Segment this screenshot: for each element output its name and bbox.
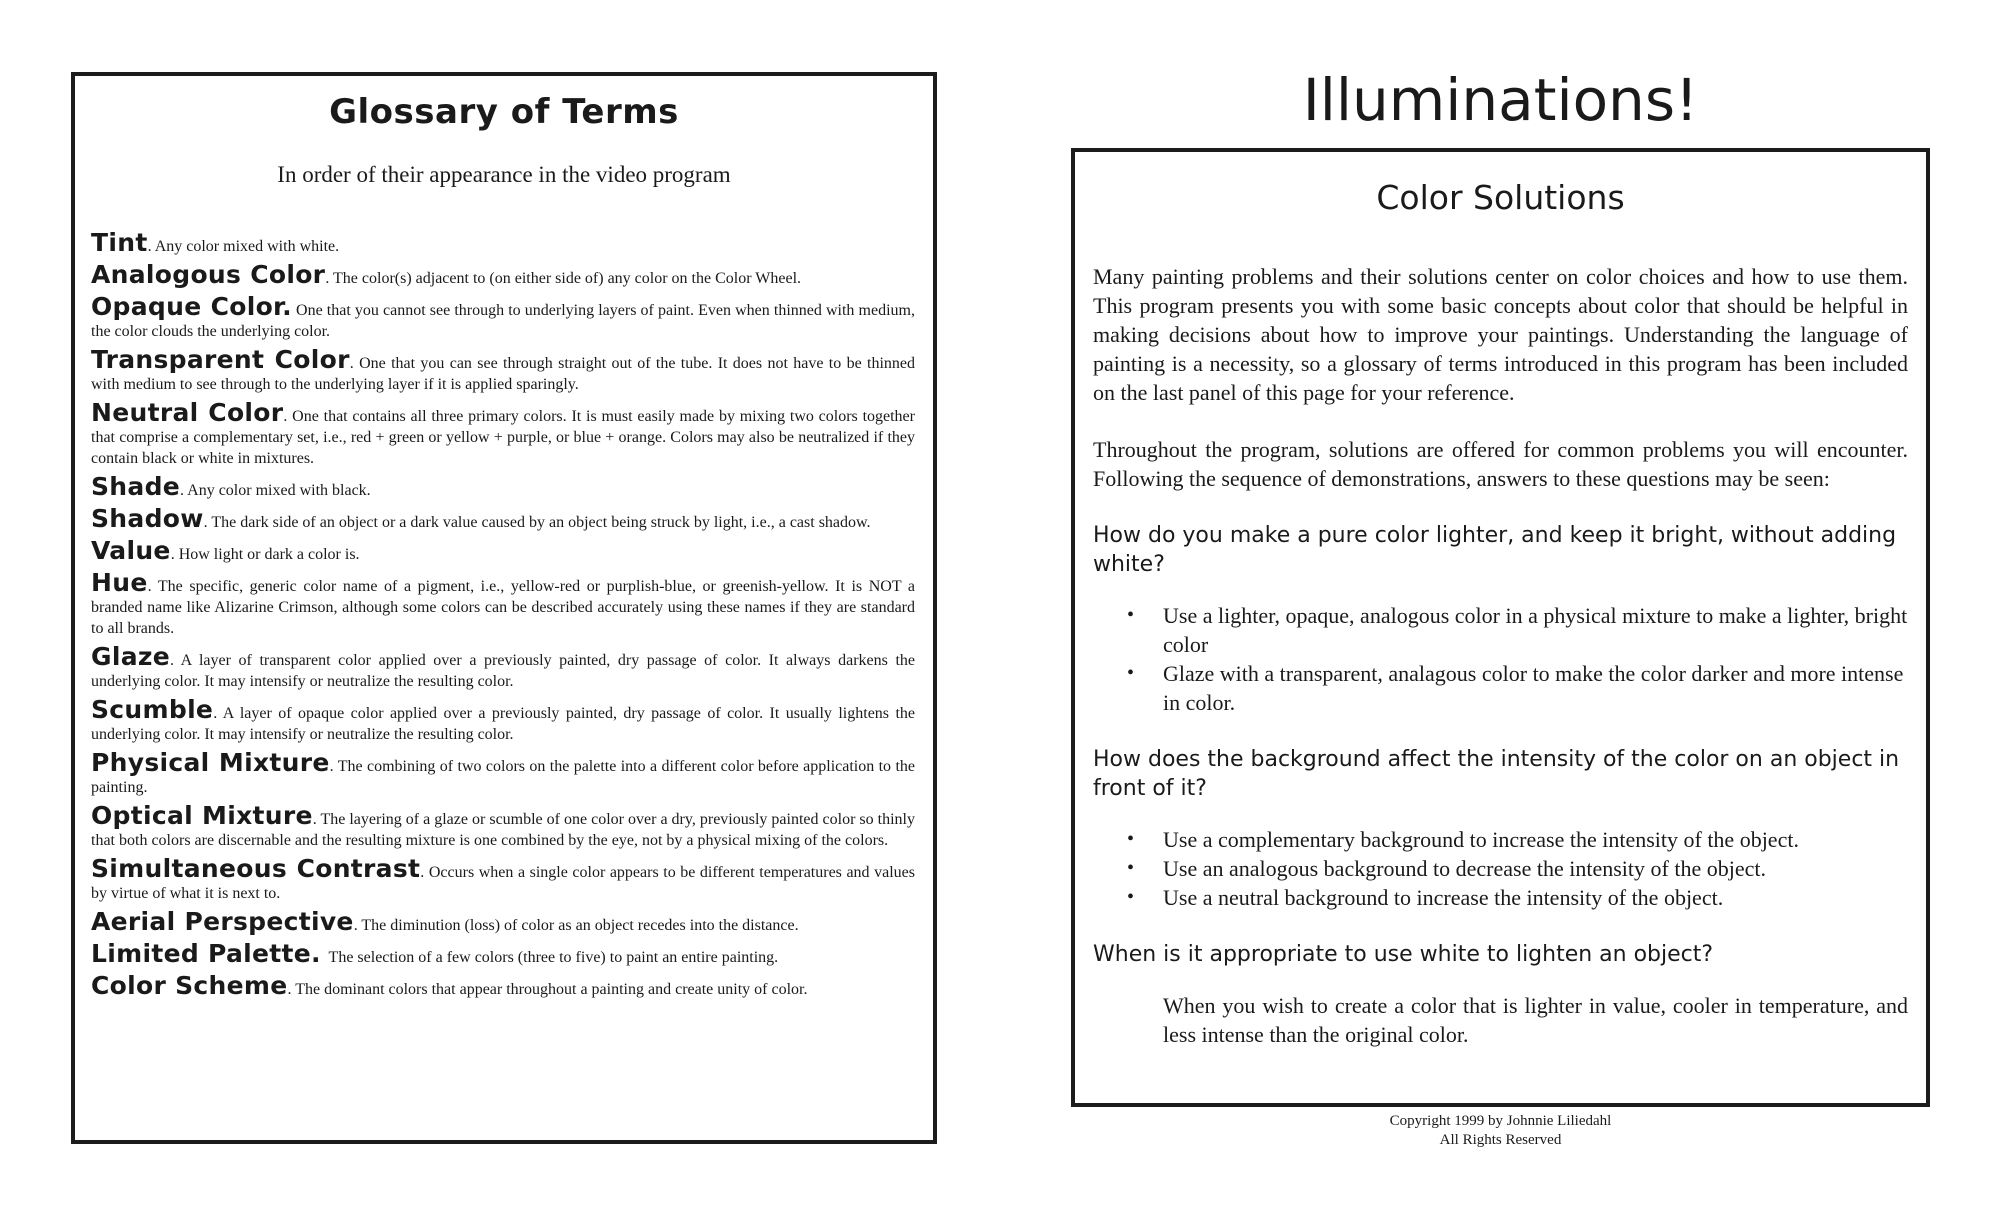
glossary-term: Opaque Color. xyxy=(91,292,292,321)
bullet-icon: • xyxy=(1127,604,1135,626)
glossary-entry xyxy=(91,695,915,748)
solutions-title: Color Solutions xyxy=(1376,178,1625,217)
glossary-definition: . A layer of opaque color applied over a previously painted, dry passage of color. It usually lightens the underlying color. It may intensify or neutralize the resulting color. xyxy=(91,705,915,743)
glossary-term: Scumble xyxy=(91,695,214,724)
glossary-definition: . The dominant colors that appear throughout a painting and create unity of color. xyxy=(287,981,808,998)
glossary-entry xyxy=(91,854,915,907)
glossary-definition: . The color(s) adjacent to (on either side of) any color on the Color Wheel. xyxy=(325,270,802,287)
answer-paragraph: When you wish to create a color that is lighter in value, cooler in temperature, and less intense than the original color. xyxy=(1163,993,1908,1047)
answer-text: Use an analogous background to decrease the intensity of the object. xyxy=(1163,856,1766,881)
bullet-icon: • xyxy=(1127,828,1135,850)
intro-paragraph: Many painting problems and their solutions center on color choices and how to use them. This program presents you with some basic concepts about color that should be helpful in making decisions about how to improve your paintings. Understanding the language of painting is a necessity, so a glossary of terms introduced in this program has been included on the last panel of this page for your reference. xyxy=(1093,264,1908,405)
glossary-term: Tint xyxy=(91,228,148,257)
page-title: Illuminations! xyxy=(1302,66,1699,134)
color-solutions-panel xyxy=(1071,148,1930,1107)
copyright-line: Copyright 1999 by Johnnie Liliedahl xyxy=(1389,1113,1612,1129)
answer-list xyxy=(1093,825,1908,912)
question-heading: How does the background affect the intensity of the color on an object in front of it? xyxy=(1093,747,1900,801)
glossary-list xyxy=(91,228,915,1003)
glossary-entry xyxy=(91,642,915,695)
question-heading: When is it appropriate to use white to lighten an object? xyxy=(1093,942,1714,967)
answer-item xyxy=(1093,601,1908,659)
rights-line: All Rights Reserved xyxy=(1439,1132,1562,1148)
lead-in-paragraph: Throughout the program, solutions are offered for common problems you will encounter. Following the sequence of demonstrations, answers to these questions may be seen: xyxy=(1093,437,1908,491)
glossary-entry xyxy=(91,260,915,292)
glossary-definition: . The dark side of an object or a dark value caused by an object being struck by light, i.e., a cast shadow. xyxy=(203,514,871,531)
glossary-entry xyxy=(91,472,915,504)
glossary-entry xyxy=(91,801,915,854)
glossary-definition: . The layering of a glaze or scumble of one color over a dry, previously painted color so thinly that both colors are discernable and the resulting mixture is one combined by the eye, not by a physical mixing of the colors. xyxy=(91,811,915,849)
glossary-term: Color Scheme xyxy=(91,971,288,1000)
glossary-definition: . One that contains all three primary colors. It is must easily made by mixing two colors together that comprise a complementary set, i.e., red + green or yellow + purple, or blue + orange. Colors may also be neutralized if they contain black or white in mixtures. xyxy=(91,408,915,467)
glossary-term: Limited Palette. xyxy=(91,939,321,968)
question-heading: How do you make a pure color lighter, and keep it bright, without adding white? xyxy=(1093,523,1897,577)
glossary-definition: . Any color mixed with black. xyxy=(180,482,371,499)
answer-text: Use a neutral background to increase the intensity of the object. xyxy=(1163,885,1724,910)
glossary-entry xyxy=(91,907,915,939)
glossary-term: Neutral Color xyxy=(91,398,284,427)
glossary-definition: . How light or dark a color is. xyxy=(170,546,360,563)
answer-item xyxy=(1093,883,1908,912)
solutions-body xyxy=(1093,262,1908,1049)
glossary-entry xyxy=(91,292,915,345)
glossary-term: Transparent Color xyxy=(91,345,350,374)
answer-item xyxy=(1093,825,1908,854)
glossary-term: Shadow xyxy=(91,504,204,533)
copyright-footer xyxy=(1071,1112,1930,1150)
glossary-entry xyxy=(91,228,915,260)
glossary-entry xyxy=(91,504,915,536)
glossary-term: Physical Mixture xyxy=(91,748,330,777)
answer-text: Use a lighter, opaque, analogous color in a physical mixture to make a lighter, bright color xyxy=(1163,603,1908,657)
glossary-definition: . One that you can see through straight out of the tube. It does not have to be thinned with medium to see through to the underlying layer if it is applied sparingly. xyxy=(91,355,916,393)
glossary-entry xyxy=(91,536,915,568)
glossary-definition: . The specific, generic color name of a pigment, i.e., yellow-red or purplish-blue, or greenish-yellow. It is NOT a branded name like Alizarine Crimson, although some colors can be described accurately using these names if they are standard to all brands. xyxy=(91,578,915,637)
glossary-title: Glossary of Terms xyxy=(329,92,679,132)
glossary-entry xyxy=(91,568,915,642)
glossary-term: Glaze xyxy=(91,642,170,671)
glossary-term: Simultaneous Contrast xyxy=(91,854,421,883)
glossary-panel xyxy=(71,72,937,1144)
answer-text: Use a complementary background to increase the intensity of the object. xyxy=(1163,827,1799,852)
glossary-definition: . Any color mixed with white. xyxy=(147,238,340,255)
answer-list xyxy=(1093,601,1908,717)
glossary-definition: . The combining of two colors on the palette into a different color before application to the painting. xyxy=(91,758,915,796)
glossary-subtitle: In order of their appearance in the video program xyxy=(277,162,731,187)
glossary-definition: One that you cannot see through to underlying layers of paint. Even when thinned with medium, the color clouds the underlying color. xyxy=(91,302,915,340)
answer-item xyxy=(1093,854,1908,883)
glossary-definition: The selection of a few colors (three to five) to paint an entire painting. xyxy=(320,949,779,966)
bullet-icon: • xyxy=(1127,886,1135,908)
glossary-term: Shade xyxy=(91,472,181,501)
glossary-term: Analogous Color xyxy=(91,260,326,289)
glossary-term: Value xyxy=(91,536,171,565)
answer-item xyxy=(1093,659,1908,717)
glossary-entry xyxy=(91,939,915,971)
glossary-definition: . A layer of transparent color applied over a previously painted, dry passage of color. It always darkens the underlying color. It may intensify or neutralize the resulting color. xyxy=(91,652,915,690)
glossary-entry xyxy=(91,748,915,801)
glossary-entry xyxy=(91,345,915,398)
glossary-entry xyxy=(91,971,915,1003)
glossary-entry xyxy=(91,398,915,472)
bullet-icon: • xyxy=(1127,857,1135,879)
glossary-term: Optical Mixture xyxy=(91,801,313,830)
glossary-definition: . Occurs when a single color appears to be different temperatures and values by virtue of what it is next to. xyxy=(91,864,915,902)
bullet-icon: • xyxy=(1127,662,1135,684)
glossary-term: Hue xyxy=(91,568,148,597)
answer-text: Glaze with a transparent, analagous color to make the color darker and more intense in color. xyxy=(1163,661,1904,715)
glossary-definition: . The diminution (loss) of color as an object recedes into the distance. xyxy=(353,917,799,934)
glossary-term: Aerial Perspective xyxy=(91,907,354,936)
